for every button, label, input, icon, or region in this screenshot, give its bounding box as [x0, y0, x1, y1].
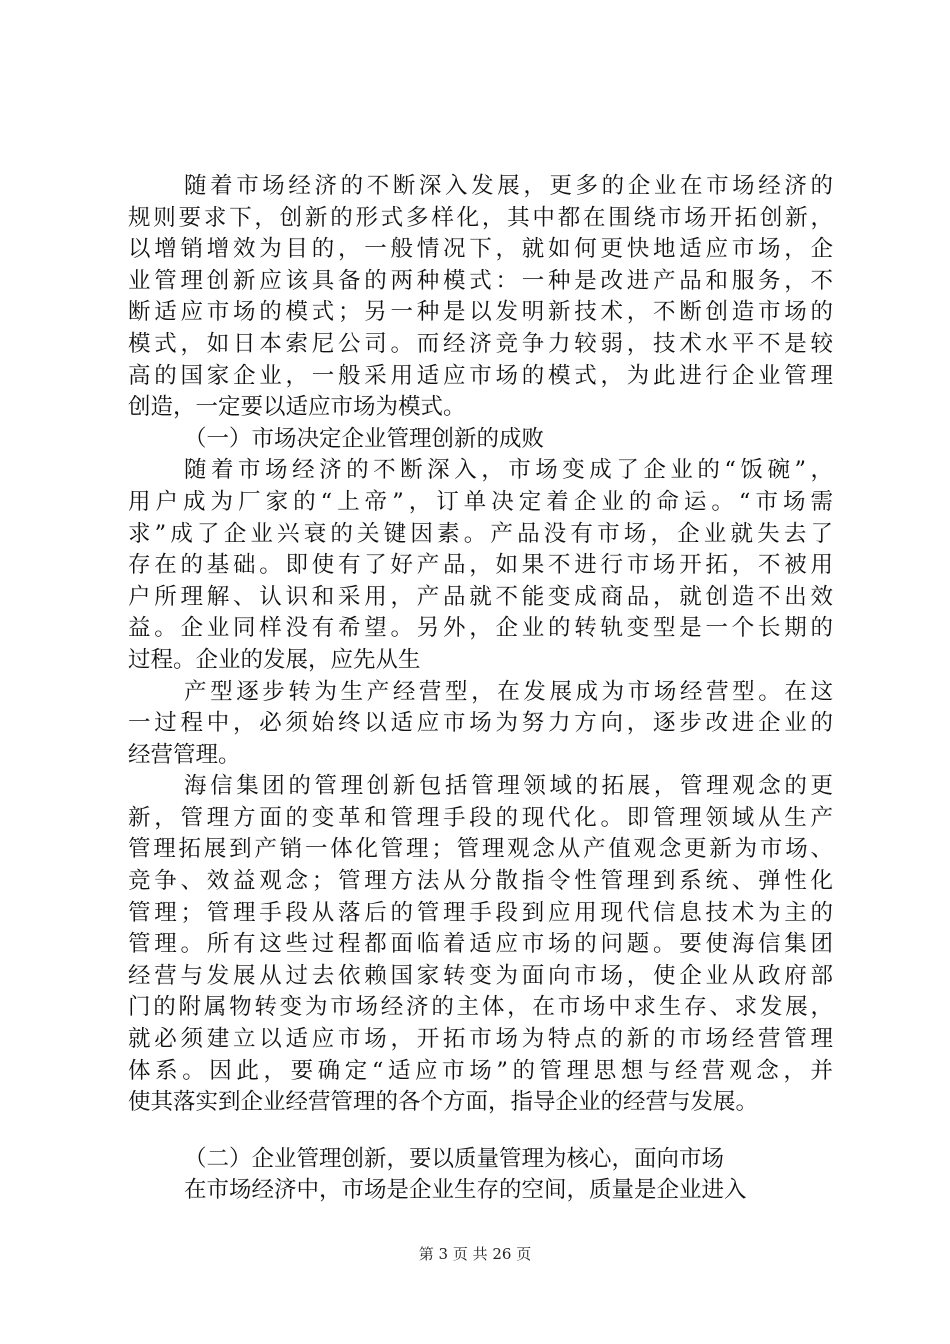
paragraph-line: 在市场经济中，市场是企业生存的空间，质量是企业进入 — [184, 1177, 747, 1204]
page-number-footer: 第 3 页 共 26 页 — [418, 1245, 532, 1263]
paragraph-line: 一过程中，必须始终以适应市场为努力方向，逐步改进企业的 — [128, 710, 833, 737]
paragraph-line: 体系。因此，要确定“适应市场”的管理思想与经营观念，并 — [128, 1057, 833, 1084]
paragraph-line: 户所理解、认识和采用，产品就不能变成商品，就创造不出效 — [128, 583, 833, 610]
paragraph-line: 过程。企业的发展，应先从生 — [128, 646, 421, 673]
paragraph-line: 管理拓展到产销一体化管理；管理观念从产值观念更新为市场、 — [128, 836, 833, 863]
paragraph-line: 业管理创新应该具备的两种模式：一种是改进产品和服务，不 — [128, 267, 833, 294]
paragraph-line: 新，管理方面的变革和管理手段的现代化。即管理领域从生产 — [128, 804, 833, 831]
paragraph-line: 使其落实到企业经营管理的各个方面，指导企业的经营与发展。 — [128, 1089, 759, 1116]
paragraph-line: 随着市场经济的不断深入，市场变成了企业的“饭碗”， — [184, 457, 833, 484]
paragraph-line: 用户成为厂家的“上帝”，订单决定着企业的命运。“市场需 — [128, 488, 833, 515]
paragraph-line: 管理；管理手段从落后的管理手段到应用现代信息技术为主的 — [128, 899, 833, 926]
paragraph-line: 规则要求下，创新的形式多样化，其中都在围绕市场开拓创新， — [128, 204, 833, 231]
paragraph-line: 门的附属物转变为市场经济的主体，在市场中求生存、求发展， — [128, 994, 833, 1021]
paragraph-line: 益。企业同样没有希望。另外，企业的转轨变型是一个长期的 — [128, 615, 833, 642]
paragraph-line: 创造，一定要以适应市场为模式。 — [128, 394, 466, 421]
paragraph-line: 产型逐步转为生产经营型，在发展成为市场经营型。在这 — [184, 678, 833, 705]
section-heading: （一）市场决定企业管理创新的成败 — [184, 425, 545, 452]
paragraph-spacer — [128, 1119, 833, 1144]
paragraph-line: 经营与发展从过去依赖国家转变为面向市场，使企业从政府部 — [128, 962, 833, 989]
paragraph-line: 高的国家企业，一般采用适应市场的模式，为此进行企业管理 — [128, 362, 833, 389]
paragraph-line: 竞争、效益观念；管理方法从分散指令性管理到系统、弹性化 — [128, 868, 833, 895]
paragraph-line: 就必须建立以适应市场，开拓市场为特点的新的市场经营管理 — [128, 1026, 833, 1053]
paragraph-line: 随着市场经济的不断深入发展，更多的企业在市场经济的 — [184, 173, 833, 199]
paragraph-line: 求”成了企业兴衰的关键因素。产品没有市场，企业就失去了 — [128, 520, 833, 547]
paragraph-line: 经营管理。 — [128, 741, 241, 768]
paragraph-line: 模式，如日本索尼公司。而经济竞争力较弱，技术水平不是较 — [128, 330, 833, 357]
paragraph-line: 海信集团的管理创新包括管理领域的拓展，管理观念的更 — [184, 773, 833, 800]
paragraph-line: 以增销增效为目的，一般情况下，就如何更快地适应市场，企 — [128, 236, 833, 263]
paragraph-line: 存在的基础。即使有了好产品，如果不进行市场开拓，不被用 — [128, 552, 833, 579]
paragraph-line: 管理。所有这些过程都面临着适应市场的问题。要使海信集团 — [128, 931, 833, 958]
section-heading: （二）企业管理创新，要以质量管理为核心，面向市场 — [184, 1145, 725, 1172]
paragraph-line: 断适应市场的模式；另一种是以发明新技术，不断创造市场的 — [128, 299, 833, 326]
document-body — [128, 171, 833, 1207]
